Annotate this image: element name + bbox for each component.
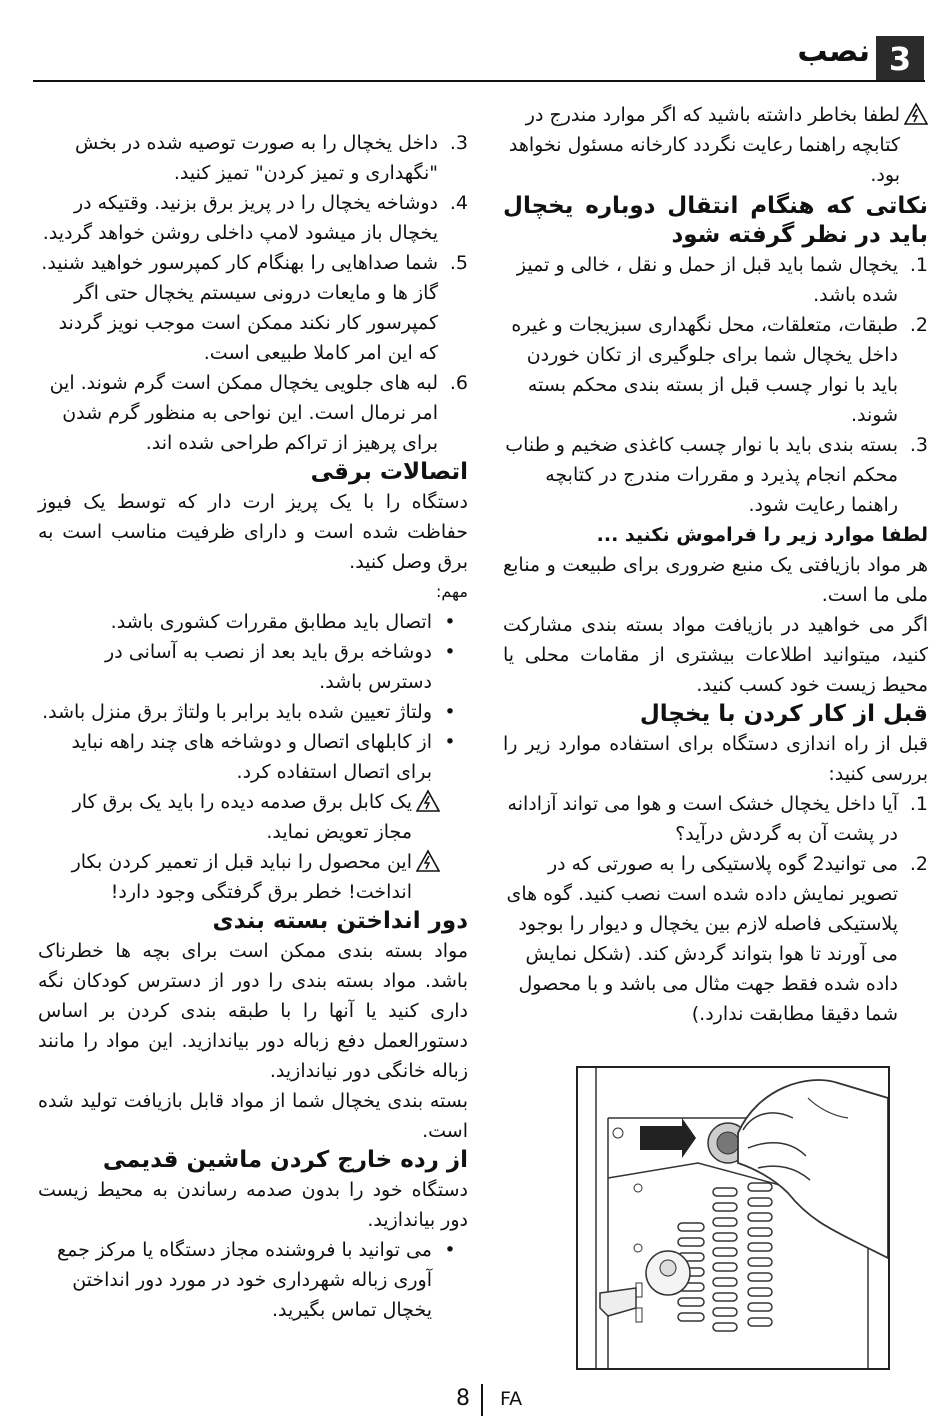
page-number: 8 [456,1386,470,1411]
important-label: مهم: [436,582,468,601]
list-item: • دوشاخه برق باید بعد از نصب به آسانی در دسترس باشد. [38,637,468,697]
before-list [503,789,928,1029]
bullet-icon: • [444,701,456,723]
list-item: • می توانید با فروشنده مجاز دستگاه یا مرکز جمع آوری زباله شهرداری خود در مورد دور انداختن یخچال تماس بگیرید. [38,1235,468,1325]
list-item: • از کابلهای اتصال و دوشاخه های چند راهه نباید برای اتصال استفاده کرد. [38,727,468,787]
electric-paragraph: دستگاه را با یک پریز ارت دار که توسط یک فیوز حفاظت شده است و دارای ظرفیت مناسب است به برق وصل کنید. [38,491,468,573]
right-column [503,100,928,1029]
disposal-heading: از رده خارج کردن ماشین قدیمی [102,1147,468,1173]
bullet-icon: • [444,731,456,753]
section-title: نصب [797,34,870,69]
bullet-icon: • [444,1239,456,1261]
list-item: 3. بسته بندی باید با نوار چسب کاغذی ضخیم و طناب محکم انجام پذیرد و مقررات مندرج در کتابچه راهنما رعایت شود. [505,434,928,516]
remember-heading: لطفا موارد زیر را فراموش نکنید ... [596,524,928,546]
electric-warning-icon [904,102,928,126]
warning-note: یک کابل برق صدمه دیده را باید یک برق کار مجاز تعویض نماید. [38,787,440,847]
transport-list [503,250,928,520]
warning-intro: لطفا بخاطر داشته باشید که اگر موارد مندرج در کتابچه راهنما رعایت نگردد کارخانه مسئول نخواهد بود. [503,100,928,190]
bullet-icon: • [444,611,456,633]
packaging-heading: دور انداختن بسته بندی [212,908,468,934]
list-item: 1. یخچال شما باید قبل از حمل و نقل ، خالی و تمیز شده باشد. [516,254,928,306]
list-item: • ولتاژ تعیین شده باید برابر با ولتاژ برق منزل باشد. [38,697,468,727]
remember-paragraph: هر مواد بازیافتی یک منبع ضروری برای طبیعت و منابع ملی ما است. [503,554,928,606]
list-item: 5. شما صداهایی را بهنگام کار کمپرسور خواهید شنید. گاز ها و مایعات درونی سیستم یخچال حتی اگر کمپرسور کار نکند ممکن است موجب نویز گردند که این امر کاملا طبیعی است. [41,252,468,364]
continued-list [38,128,468,458]
list-item: 2. می توانید2 گوه پلاستیکی را به صورتی که در تصویر نمایش داده شده است نصب کنید. گوه های پلاستیکی فاصله لازم بین یخچال و دیوار را بوجود می آورند تا هوا بتواند گردش کند. (شکل نمایش داده شده فقط جهت مثال می باشد و با محصول شما دقیقا مطابقت ندارد.) [506,853,928,1025]
electric-warning-icon [416,789,440,813]
section-number-box [876,36,924,82]
before-heading: قبل از کار کردن با یخچال [639,701,928,727]
footer-divider [481,1384,483,1416]
electric-heading: اتصالات برقی [310,459,468,485]
list-item: 1. آیا داخل یخچال خشک است و هوا می تواند آزادانه در پشت آن به گردش درآید؟ [507,793,928,845]
fridge-back-drawing [578,1068,888,1368]
section-number: 3 [888,40,912,78]
list-item: 6. لبه های جلویی یخچال ممکن است گرم شوند. این امر نرمال است. این نواحی به منظور گرم شدن برای پرهیز از تراکم طراحی شده اند. [49,372,468,454]
disposal-paragraph: دستگاه خود را بدون صدمه رساندن به محیط زیست دور بیاندازید. [38,1179,468,1231]
transport-heading: نکاتی که هنگام انتقال دوباره یخچال باید در نظر گرفته شود [503,193,928,248]
electric-warning-icon [416,849,440,873]
disposal-bullets [38,1235,468,1325]
list-item: • اتصال باید مطابق مقررات کشوری باشد. [38,607,468,637]
before-intro: قبل از راه اندازی دستگاه برای استفاده موارد زیر را بررسی کنید: [503,733,928,785]
language-code: FA [500,1388,523,1410]
list-item: 3. داخل یخچال را به صورت توصیه شده در بخش "نگهداری و تمیز کردن" تمیز کنید. [75,132,468,184]
packaging-paragraph: مواد بسته بندی ممکن است برای بچه ها خطرناک باشد. مواد بسته بندی را دور از دسترس کودکان نگه داری کنید یا آنها را با طبقه بندی کردن بر اساس دستورالعمل دفع زباله دور بیاندازید. این مواد را مانند زباله خانگی دور نیاندازید. [38,940,468,1082]
electric-bullets [38,607,468,787]
list-item: 2. طبقات، متعلقات، محل نگهداری سبزیجات و غیره داخل یخچال شما برای جلوگیری از تکان خوردن باید با نوار چسب قبل از بسته بندی محکم بسته شوند. [511,314,928,426]
page-footer [0,1382,950,1418]
header-rule [33,80,925,82]
remember-paragraph: اگر می خواهید در بازیافت مواد بسته بندی مشارکت کنید، میتوانید اطلاعات بیشتری از مقامات محلی یا محیط زیست خود کسب کنید. [503,614,928,696]
bullet-icon: • [444,641,456,663]
list-item: 4. دوشاخه یخچال را در پریز برق بزنید. وقتیکه در یخچال باز میشود لامپ داخلی روشن خواهد گردید. [42,192,468,244]
left-column [38,128,468,1325]
packaging-paragraph: بسته بندی یخچال شما از مواد قابل بازیافت تولید شده است. [38,1090,468,1142]
plastic-wedge-illustration [576,1066,890,1370]
warning-note: این محصول را نباید قبل از تعمیر کردن بکار انداخت! خطر برق گرفتگی وجود دارد! [38,847,440,907]
